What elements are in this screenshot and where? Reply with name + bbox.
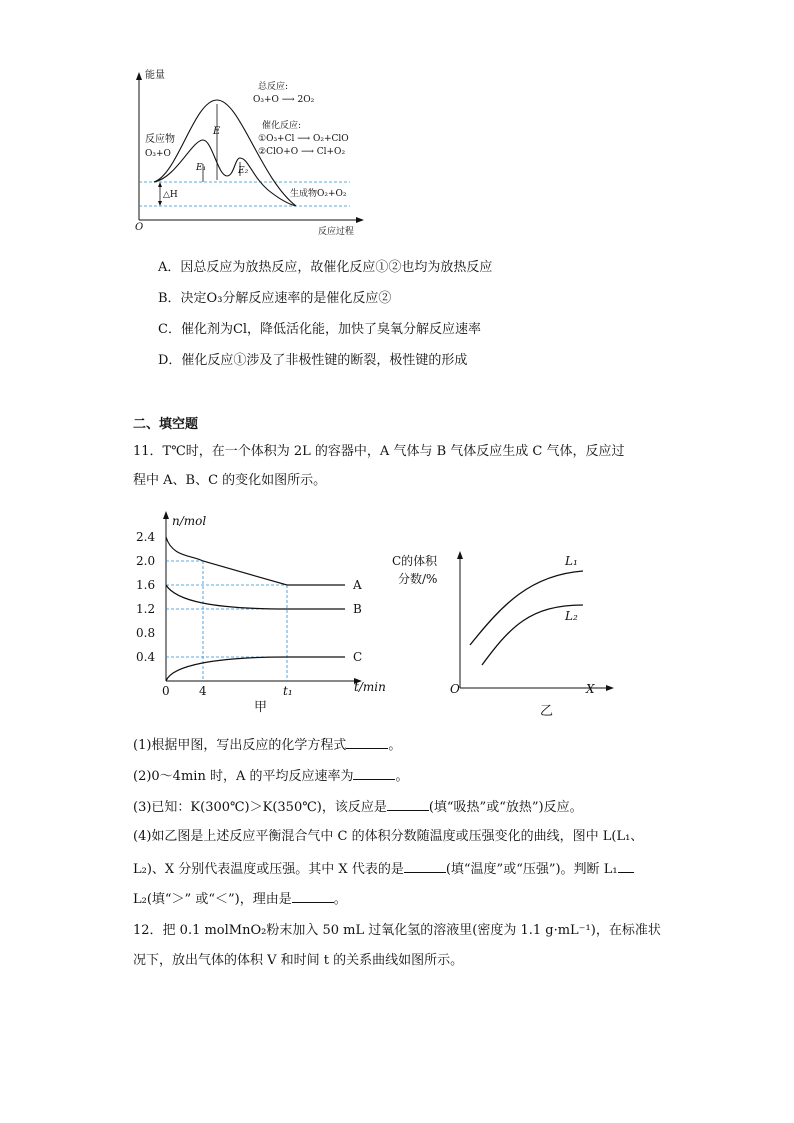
reactant-formula: O₃+O [145, 149, 171, 159]
product-label: 生成物O₂+O₂ [290, 189, 347, 199]
series-b-line [166, 585, 345, 609]
yi-x-arrow [606, 685, 614, 691]
q11-sub-1-text: (1)根据甲图，写出反应的化学方程式 [133, 738, 347, 753]
jia-y-label: n/mol [172, 514, 207, 528]
series-l2-label: L₂ [565, 609, 578, 623]
total-reaction-label: 总反应: [258, 82, 289, 92]
jia-y-tick: 2.0 [136, 554, 156, 568]
q12-line-1: 12．把 0.1 molMnO₂粉末加入 50 mL 过氧化氢的溶液里(密度为 1.1 g·mL⁻¹)，在标准状 [133, 923, 661, 938]
energy-y-label: 能量 [145, 70, 165, 81]
q11-stem-line-1: 11．T℃时，在一个体积为 2L 的容器中，A 气体与 B 气体反应生成 C 气体，反应过 [133, 444, 625, 459]
jia-y-tick: 0.4 [136, 650, 156, 664]
catalytic-eq-1: ①O₃+Cl ⟶ O₂+ClO [258, 134, 349, 144]
q11-stem-line-2: 程中 A、B、C 的变化如图所示。 [133, 473, 327, 488]
dh-label: △H [163, 190, 178, 200]
jia-x-tick: 4 [199, 684, 207, 698]
q11-sub-3-post: (填“吸热”或“放热”)反应。 [428, 800, 583, 815]
q11-sub-1-blank[interactable] [346, 735, 388, 749]
series-c-line [166, 657, 345, 681]
q11-sub-2-blank[interactable] [353, 766, 395, 780]
q11-sub-2-end: 。 [395, 769, 409, 784]
q11-sub-4-blank-3[interactable] [292, 889, 334, 903]
q11-sub-4-text-c: L₂(填“＞” 或“＜”)，理由是 [133, 892, 292, 907]
catalytic-label: 催化反应: [262, 121, 302, 131]
energy-y-arrow [136, 72, 142, 80]
q11-sub-2-text: (2)0～4min 时，A 的平均反应速率为 [133, 769, 354, 784]
energy-diagram [128, 68, 368, 240]
jia-y-tick: 2.4 [136, 530, 156, 544]
dh-arrow-head-up [158, 182, 162, 187]
series-l1-line [470, 571, 583, 645]
q11-sub-4-line-2 [133, 859, 634, 879]
jia-x-tick: 0 [162, 684, 170, 698]
section-title: 二、填空题 [133, 417, 199, 432]
energy-x-label: 反应过程 [318, 227, 355, 237]
jia-y-arrow [163, 511, 169, 519]
q11-sub-1 [133, 735, 401, 755]
jia-caption: 甲 [254, 700, 268, 715]
series-a-label: A [353, 578, 362, 592]
catalytic-eq-2: ②ClO+O ⟶ Cl+O₂ [258, 147, 346, 157]
q11-sub-4-blank-1[interactable] [404, 859, 446, 873]
q11-sub-4-text-a: L₂)、X 分别代表温度或压强。其中 X 代表的是 [133, 862, 404, 877]
option-b: B．决定O₃分解反应速率的是催化反应② [158, 291, 392, 306]
q11-sub-3 [133, 797, 583, 817]
series-c-label: C [353, 650, 363, 664]
option-a: A．因总反应为放热反应，故催化反应①②也均为放热反应 [158, 260, 493, 275]
jia-y-tick: 1.6 [136, 578, 156, 592]
chart-yi [390, 545, 620, 720]
series-b-label: B [353, 602, 362, 616]
dh-arrow-head-down [158, 201, 162, 206]
q11-sub-4-end: 。 [333, 892, 347, 907]
e2-label: E₂ [238, 166, 249, 176]
q11-sub-3-text: (3)已知：K(300℃)＞K(350℃)，该反应是 [133, 800, 387, 815]
q11-sub-4-text-b: (填“温度”或“压强”)。判断 L₁ [445, 862, 618, 877]
yi-y-arrow [457, 551, 463, 559]
yi-x-label: X [586, 682, 595, 696]
jia-y-tick: 0.8 [136, 626, 156, 640]
q11-sub-4-line-3 [133, 889, 347, 909]
option-c: C．催化剂为Cl，降低活化能，加快了臭氧分解反应速率 [158, 322, 482, 337]
e-label: E [213, 126, 221, 137]
q11-sub-4-line-1: (4)如乙图是上述反应平衡混合气中 C 的体积分数随温度或压强变化的曲线，图中 L(L₁、 [133, 829, 644, 844]
q12-line-2: 况下，放出气体的体积 V 和时间 t 的关系曲线如图所示。 [133, 953, 464, 968]
q11-sub-3-blank[interactable] [387, 797, 429, 811]
energy-origin: O [135, 222, 144, 233]
series-l1-label: L₁ [565, 554, 578, 568]
energy-x-arrow [356, 217, 364, 223]
jia-x-label: t/min [354, 680, 386, 694]
chart-jia [128, 505, 398, 715]
option-d: D．催化反应①涉及了非极性键的断裂，极性键的形成 [158, 353, 468, 368]
jia-y-tick: 1.2 [136, 602, 156, 616]
e1-label: E₁ [196, 163, 207, 173]
yi-y-label: C的体积分数/% [392, 554, 438, 586]
yi-origin: O [450, 682, 460, 696]
total-reaction-eq: O₃+O ⟶ 2O₂ [253, 95, 315, 105]
q11-sub-1-end: 。 [388, 738, 402, 753]
yi-caption: 乙 [540, 704, 554, 719]
q11-sub-4-blank-2[interactable] [618, 859, 634, 873]
jia-x-tick: t₁ [283, 684, 293, 698]
reactant-label: 反应物 [145, 134, 175, 145]
q11-sub-2 [133, 766, 408, 786]
